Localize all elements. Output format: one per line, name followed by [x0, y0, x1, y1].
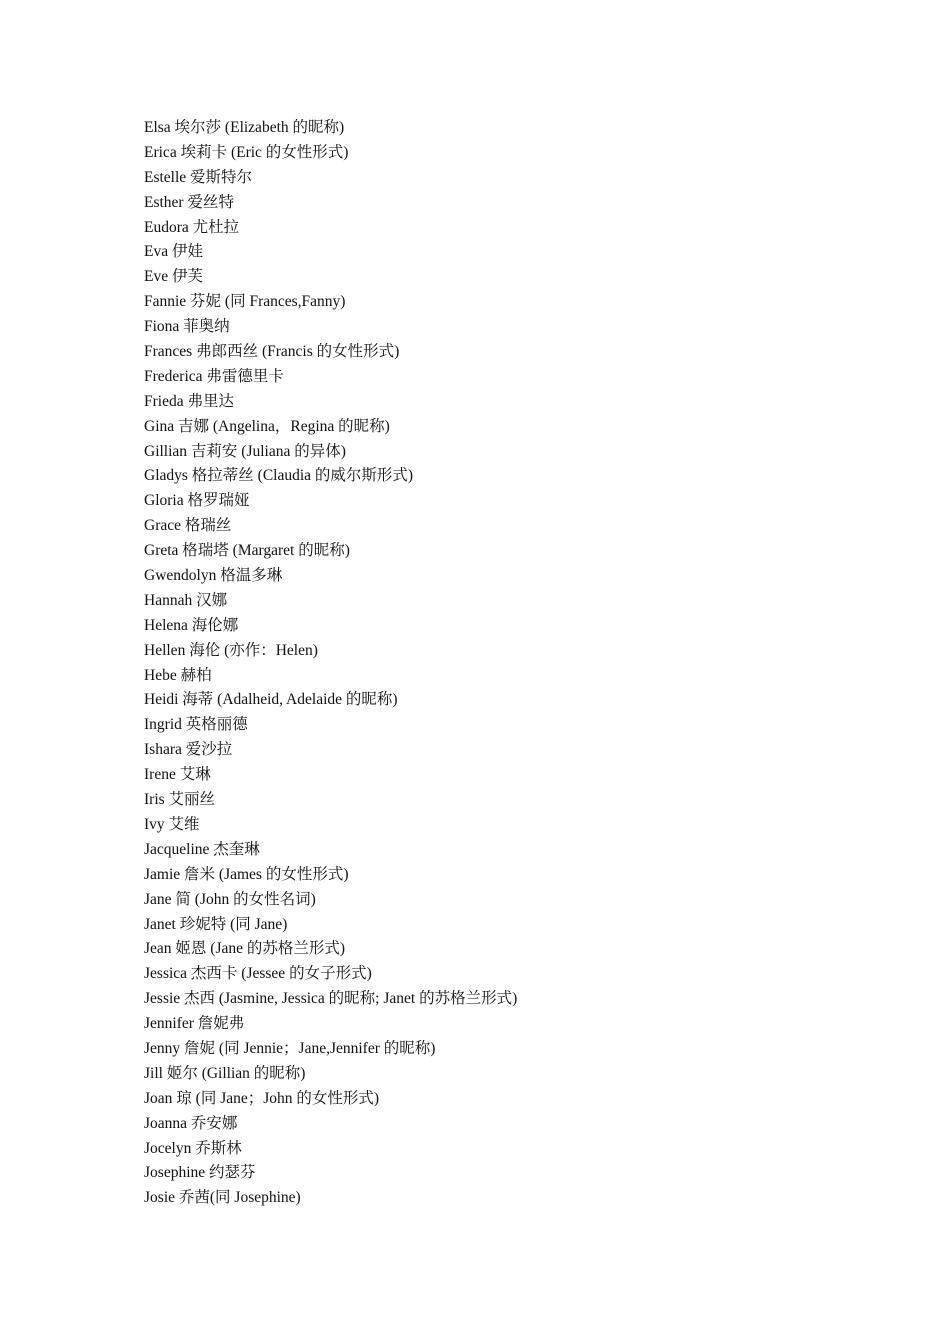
list-item: Gloria 格罗瑞娅 [144, 492, 250, 510]
list-item: Jamie 詹米 (James 的女性形式) [144, 865, 349, 883]
list-item: Hebe 赫柏 [144, 666, 212, 684]
name-list [144, 116, 904, 1211]
list-item: Esther 爱丝特 [144, 193, 234, 211]
list-item: Elsa 埃尔莎 (Elizabeth 的昵称) [144, 119, 345, 136]
list-item: Helena 海伦娜 [144, 616, 239, 634]
list-item: Eudora 尤杜拉 [144, 218, 240, 236]
list-item: Fiona 菲奥纳 [144, 318, 230, 336]
list-item: Josephine 约瑟芬 [144, 1164, 256, 1182]
list-item: Josie 乔茜(同 Josephine) [144, 1189, 301, 1207]
list-item: Jessica 杰西卡 (Jessee 的女子形式) [144, 965, 372, 983]
list-item: Frieda 弗里达 [144, 392, 234, 410]
list-item: Ivy 艾维 [144, 815, 200, 833]
list-item: Gina 吉娜 (Angelina，Regina 的昵称) [144, 417, 390, 435]
list-item: Gillian 吉莉安 (Juliana 的异体) [144, 442, 346, 460]
list-item: Estelle 爱斯特尔 [144, 168, 253, 186]
list-item: Iris 艾丽丝 [144, 791, 216, 809]
list-item: Gladys 格拉蒂丝 (Claudia 的威尔斯形式) [144, 467, 414, 485]
list-item: Janet 珍妮特 (同 Jane) [144, 915, 288, 933]
list-item: Jane 简 (John 的女性名词) [144, 890, 316, 908]
list-item: Gwendolyn 格温多琳 [144, 567, 283, 585]
list-item: Jennifer 詹妮弗 [144, 1015, 245, 1033]
list-item: Grace 格瑞丝 [144, 517, 232, 535]
list-item: Joanna 乔安娜 [144, 1114, 238, 1132]
list-item: Jacqueline 杰奎琳 [144, 840, 260, 858]
list-item: Hannah 汉娜 [144, 591, 228, 609]
list-item: Jean 姬恩 (Jane 的苏格兰形式) [144, 940, 346, 958]
list-item: Frederica 弗雷德里卡 [144, 367, 284, 385]
list-item: Joan 琼 (同 Jane；John 的女性形式) [144, 1089, 380, 1107]
list-item: Ingrid 英格丽德 [144, 716, 248, 734]
list-item: Hellen 海伦 (亦作：Helen) [144, 641, 318, 659]
list-item: Eve 伊芙 [144, 268, 203, 286]
list-item: Greta 格瑞塔 (Margaret 的昵称) [144, 542, 350, 560]
list-item: Ishara 爱沙拉 [144, 741, 233, 759]
list-item: Erica 埃莉卡 (Eric 的女性形式) [144, 143, 349, 161]
list-item: Eva 伊娃 [144, 243, 203, 261]
list-item: Jill 姬尔 (Gillian 的昵称) [144, 1064, 306, 1082]
list-item: Fannie 芬妮 (同 Frances,Fanny) [144, 293, 346, 311]
list-item: Jessie 杰西 (Jasmine, Jessica 的昵称; Janet 的苏格兰形式) [144, 990, 518, 1008]
list-item: Frances 弗郎西丝 (Francis 的女性形式) [144, 343, 400, 361]
list-item: Jenny 詹妮 (同 Jennie；Jane,Jennifer 的昵称) [144, 1039, 436, 1057]
list-item: Jocelyn 乔斯林 [144, 1139, 242, 1157]
list-item: Heidi 海蒂 (Adalheid, Adelaide 的昵称) [144, 691, 398, 709]
list-item: Irene 艾琳 [144, 766, 211, 784]
